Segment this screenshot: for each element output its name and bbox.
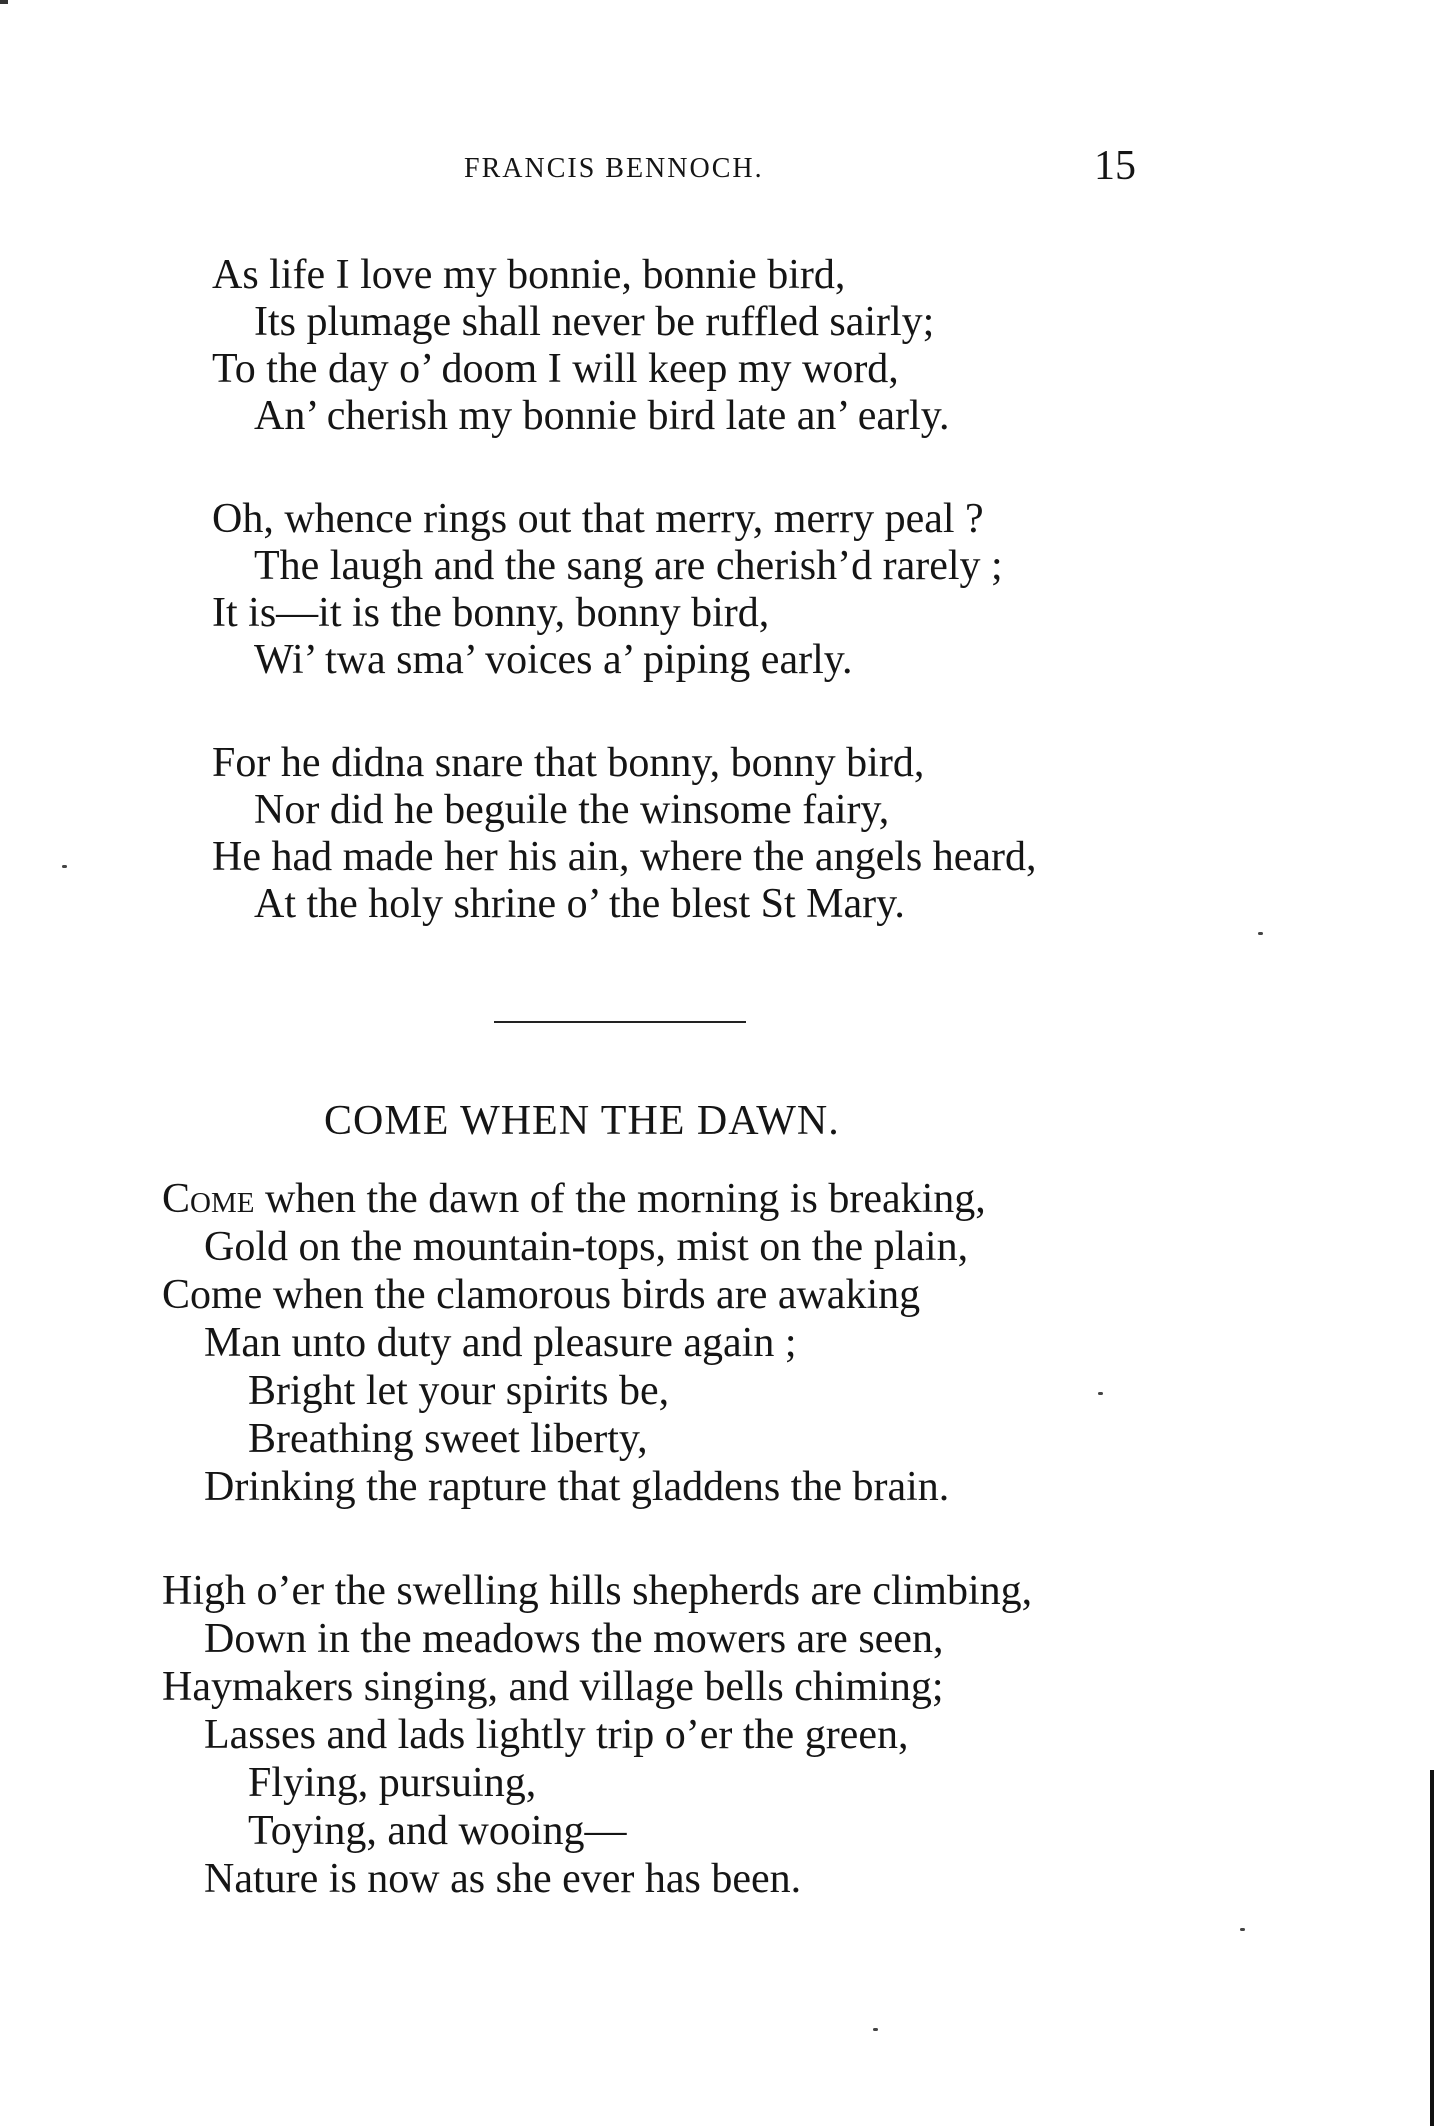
poem-title: COME WHEN THE DAWN. xyxy=(324,1098,840,1144)
poem-line: Come when the clamorous birds are awaking xyxy=(162,1272,921,1318)
poem-line: Nature is now as she ever has been. xyxy=(204,1856,802,1902)
drop-word: Come xyxy=(162,1176,255,1222)
poem-line: High o’er the swelling hills shepherds are climbing, xyxy=(162,1568,1033,1614)
poem-line xyxy=(162,1178,986,1220)
poem-line: For he didna snare that bonny, bonny bird, xyxy=(212,740,925,786)
poem-line: Oh, whence rings out that merry, merry peal ? xyxy=(212,496,984,542)
poem-line: Down in the meadows the mowers are seen, xyxy=(204,1616,944,1662)
poem-line: Wi’ twa sma’ voices a’ piping early. xyxy=(254,637,853,683)
poem-line: To the day o’ doom I will keep my word, xyxy=(212,346,899,392)
poem-line: Its plumage shall never be ruffled sairly; xyxy=(254,299,935,345)
poem-line: He had made her his ain, where the angels heard, xyxy=(212,834,1037,880)
poem-line: Bright let your spirits be, xyxy=(248,1368,670,1414)
scan-speck xyxy=(1258,932,1263,935)
scan-speck xyxy=(1098,1392,1103,1395)
poem-line: It is—it is the bonny, bonny bird, xyxy=(212,590,770,636)
page-number: 15 xyxy=(1094,143,1136,189)
poem-line: Flying, pursuing, xyxy=(248,1760,537,1806)
poem-line: Man unto duty and pleasure again ; xyxy=(204,1320,797,1366)
poem-line: Haymakers singing, and village bells chiming; xyxy=(162,1664,944,1710)
scan-speck xyxy=(873,2028,878,2031)
scan-mark xyxy=(0,0,8,4)
poem-line: The laugh and the sang are cherish’d rarely ; xyxy=(254,543,1003,589)
poem-line: An’ cherish my bonnie bird late an’ early. xyxy=(254,393,950,439)
page-edge-shadow xyxy=(1430,1770,1434,2126)
scan-speck xyxy=(1240,1928,1245,1931)
poem-line: Lasses and lads lightly trip o’er the green, xyxy=(204,1712,909,1758)
poem-line: Drinking the rapture that gladdens the brain. xyxy=(204,1464,950,1510)
poem-line: Gold on the mountain-tops, mist on the plain, xyxy=(204,1224,969,1270)
running-title: FRANCIS BENNOCH. xyxy=(464,153,764,184)
section-divider xyxy=(494,1021,746,1023)
scan-speck xyxy=(62,865,67,868)
poem-line: At the holy shrine o’ the blest St Mary. xyxy=(254,881,905,927)
poem-line: Toying, and wooing— xyxy=(248,1808,627,1854)
poem-line-rest: when the dawn of the morning is breaking, xyxy=(254,1176,986,1222)
poem-line: As life I love my bonnie, bonnie bird, xyxy=(212,252,846,298)
poem-line: Nor did he beguile the winsome fairy, xyxy=(254,787,890,833)
poem-line: Breathing sweet liberty, xyxy=(248,1416,648,1462)
